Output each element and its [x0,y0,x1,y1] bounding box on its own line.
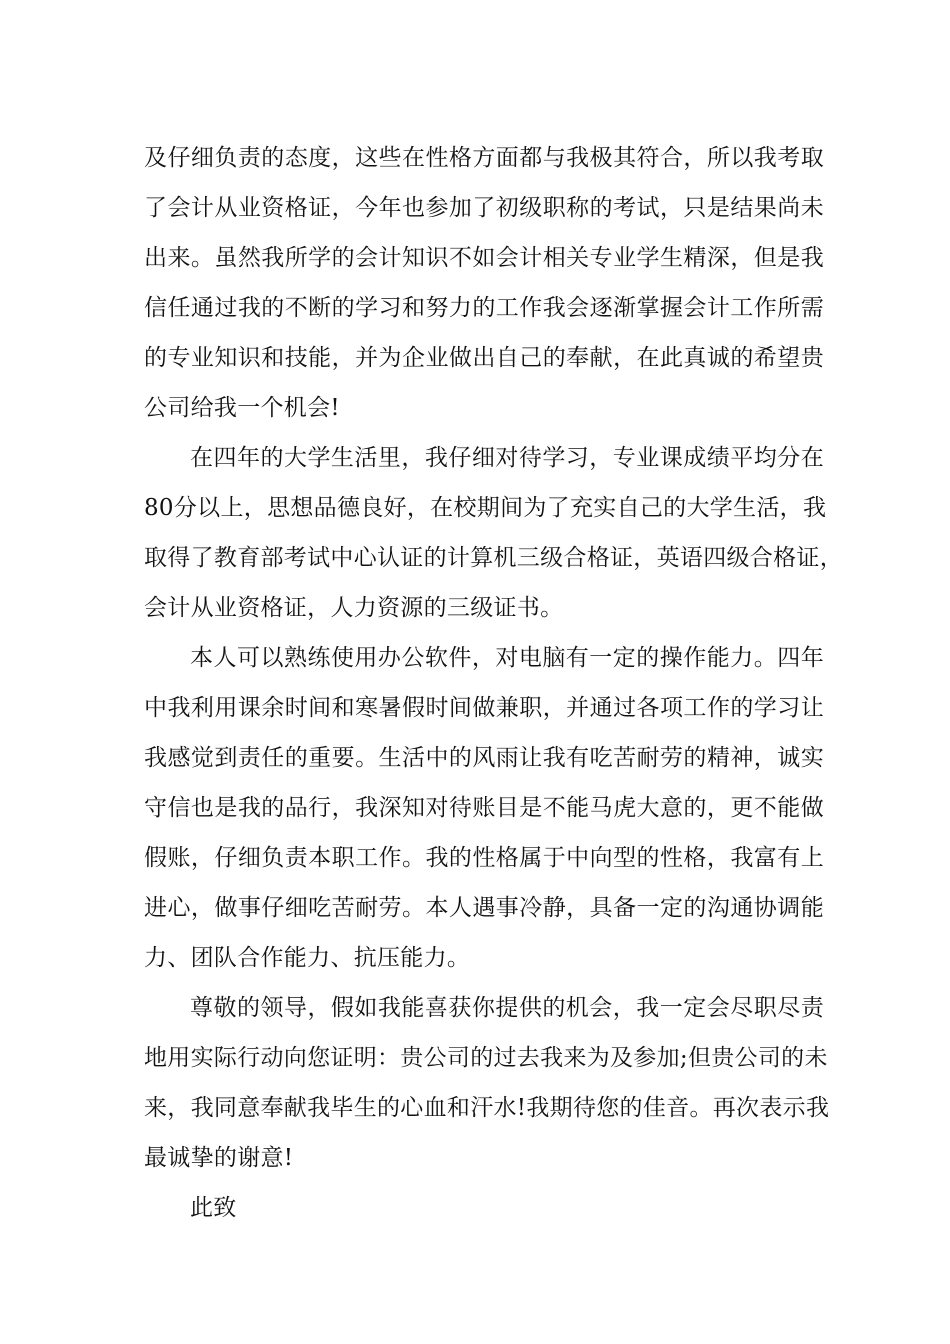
body-line: 进心，做事仔细吃苦耐劳。本人遇事冷静，具备一定的沟通协调能 [144,895,824,921]
body-line: 我感觉到责任的重要。生活中的风雨让我有吃苦耐劳的精神，诚实 [144,745,824,771]
body-line: 守信也是我的品行，我深知对待账目是不能马虎大意的，更不能做 [144,795,824,821]
body-line: 假账，仔细负责本职工作。我的性格属于中向型的性格，我富有上 [144,845,824,871]
body-line: 取得了教育部考试中心认证的计算机三级合格证，英语四级合格证， [144,545,843,571]
body-line: 本人可以熟练使用办公软件，对电脑有一定的操作能力。四年 [190,645,824,671]
body-line: 最诚挚的谢意! [144,1145,294,1171]
body-line: 地用实际行动向您证明：贵公司的过去我来为及参加;但贵公司的未 [144,1045,828,1071]
body-line: 了会计从业资格证，今年也参加了初级职称的考试，只是结果尚未 [144,195,824,221]
body-line: 80分以上，思想品德良好，在校期间为了充实自己的大学生活，我 [144,495,827,521]
body-line: 公司给我一个机会! [144,395,340,421]
body-line: 力、团队合作能力、抗压能力。 [144,945,471,971]
body-line: 的专业知识和技能，并为企业做出自己的奉献，在此真诚的希望贵 [144,345,824,371]
body-line: 尊敬的领导，假如我能喜获你提供的机会，我一定会尽职尽责 [190,995,824,1021]
body-line: 出来。虽然我所学的会计知识不如会计相关专业学生精深，但是我 [144,245,824,271]
body-line: 来，我同意奉献我毕生的心血和汗水!我期待您的佳音。再次表示我 [144,1095,830,1121]
letter-body [144,133,843,1233]
body-line: 中我利用课余时间和寒暑假时间做兼职，并通过各项工作的学习让 [144,695,824,721]
body-line: 信任通过我的不断的学习和努力的工作我会逐渐掌握会计工作所需 [144,295,824,321]
body-line: 会计从业资格证，人力资源的三级证书。 [144,595,564,621]
body-line: 及仔细负责的态度，这些在性格方面都与我极其符合，所以我考取 [144,145,824,171]
closing-line: 此致 [190,1195,237,1221]
body-line: 在四年的大学生活里，我仔细对待学习，专业课成绩平均分在 [190,445,824,471]
